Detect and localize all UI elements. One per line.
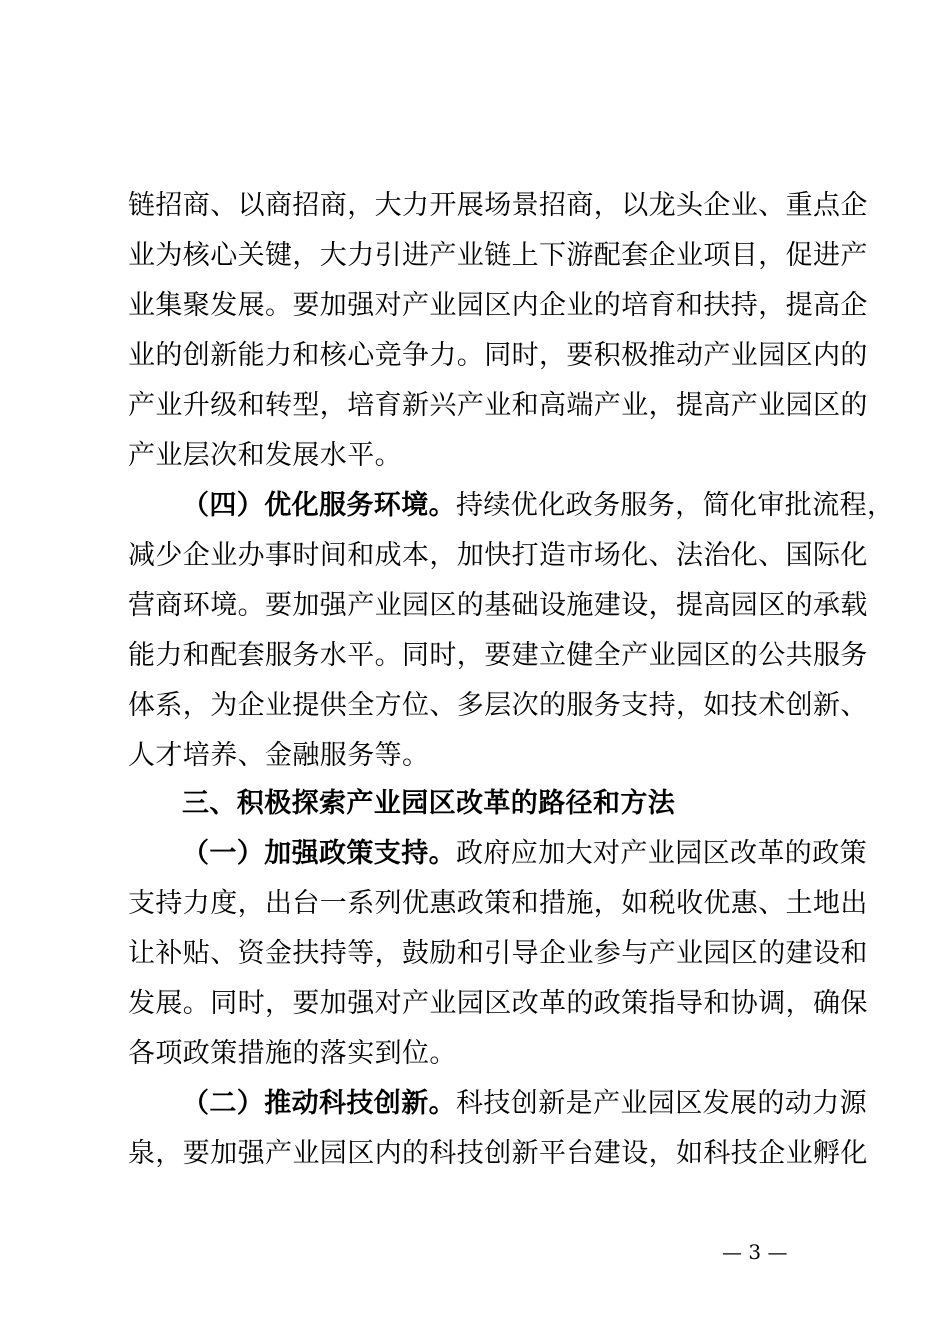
- paragraph-4-line-1-text: 科技创新是产业园区发展的动力源: [456, 1088, 867, 1119]
- paragraph-1-line-2: 业为核心关键，大力引进产业链上下游配套企业项目，促进产: [128, 240, 868, 271]
- paragraph-4-line-2: 泉，要加强产业园区内的科技创新平台建设，如科技企业孵化: [128, 1138, 868, 1169]
- paragraph-3-line-4: 发展。同时，要加强对产业园区改革的政策指导和协调，确保: [128, 988, 868, 1019]
- paragraph-2-line-5: 体系，为企业提供全方位、多层次的服务支持，如技术创新、: [128, 690, 868, 721]
- paragraph-4-line-1: [128, 1084, 886, 1124]
- paragraph-3-line-3: 让补贴、资金扶持等，鼓励和引导企业参与产业园区的建设和: [128, 938, 868, 969]
- paragraph-3-lead: （一）加强政策支持。: [182, 838, 456, 869]
- paragraph-3-line-1-text: 政府应加大对产业园区改革的政策: [456, 838, 867, 869]
- paragraph-1-line-6: 产业层次和发展水平。: [128, 440, 402, 471]
- paragraph-2-line-6: 人才培养、金融服务等。: [128, 740, 430, 771]
- paragraph-1-line-1: 链招商、以商招商，大力开展场景招商，以龙头企业、重点企: [128, 190, 868, 221]
- paragraph-2-line-1: [128, 486, 895, 526]
- paragraph-3-line-2: 支持力度，出台一系列优惠政策和措施，如税收优惠、土地出: [128, 888, 868, 919]
- paragraph-3-line-5: 各项政策措施的落实到位。: [128, 1038, 457, 1069]
- paragraph-2-line-1-text: 持续优化政务服务，简化审批流程，: [456, 490, 895, 521]
- section-heading: 三、积极探索产业园区改革的路径和方法: [182, 788, 676, 819]
- paragraph-1-line-3: 业集聚发展。要加强对产业园区内企业的培育和扶持，提高企: [128, 290, 868, 321]
- paragraph-1-line-5: 产业升级和转型，培育新兴产业和高端产业，提高产业园区的: [128, 390, 868, 421]
- page-number: — 3 —: [722, 1240, 788, 1264]
- paragraph-2-line-3: 营商环境。要加强产业园区的基础设施建设，提高园区的承载: [128, 590, 868, 621]
- paragraph-2-line-2: 减少企业办事时间和成本，加快打造市场化、法治化、国际化: [128, 540, 868, 571]
- paragraph-3-line-1: [128, 834, 886, 874]
- document-page: [128, 0, 895, 1344]
- paragraph-1-line-4: 业的创新能力和核心竞争力。同时，要积极推动产业园区内的: [128, 340, 868, 371]
- paragraph-2-lead: （四）优化服务环境。: [182, 490, 456, 521]
- paragraph-2-line-4: 能力和配套服务水平。同时，要建立健全产业园区的公共服务: [128, 640, 868, 671]
- paragraph-4-lead: （二）推动科技创新。: [182, 1088, 456, 1119]
